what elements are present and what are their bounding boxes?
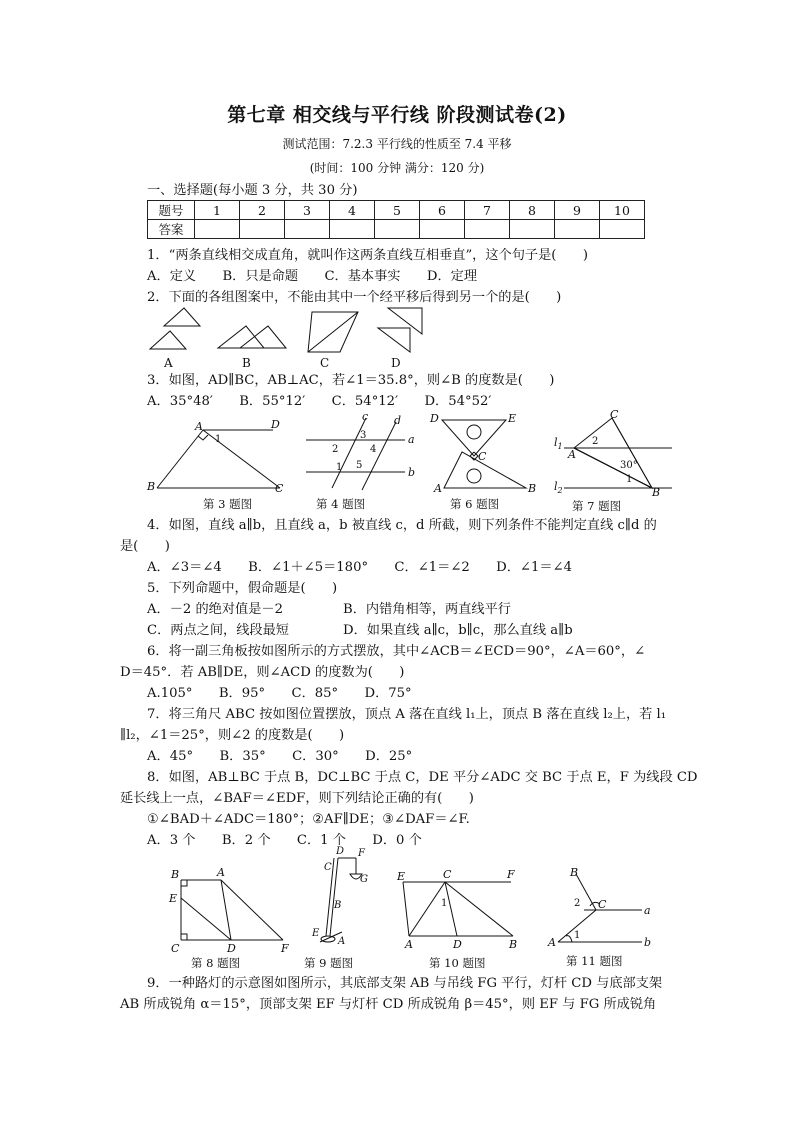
svg-text:A: A (405, 938, 413, 951)
svg-text:C: C (324, 862, 332, 873)
figure-caption: 第 11 题图 (566, 954, 623, 968)
q6-options: A.105° B．95° C．85° D．75° (147, 686, 412, 701)
answer-cell[interactable] (600, 220, 645, 239)
svg-text:30°: 30° (620, 460, 638, 471)
answer-table (147, 200, 645, 239)
q4-options: A．∠3＝∠4 B．∠1＋∠5＝180° C．∠1＝∠2 D．∠1＝∠4 (147, 560, 572, 575)
question-number: 1 (195, 201, 240, 220)
q2-stem: 2．下面的各组图案中，不能由其中一个经平移后得到另一个的是( ) (147, 290, 562, 305)
figure-8 (165, 858, 305, 970)
figure-label: B (242, 356, 251, 370)
answer-cell[interactable] (195, 220, 240, 239)
svg-text:B: B (509, 938, 518, 951)
svg-text:a: a (408, 433, 415, 446)
svg-text:F: F (358, 848, 365, 859)
svg-text:D: D (336, 846, 345, 857)
answer-cell[interactable] (375, 220, 420, 239)
svg-text:A: A (548, 936, 556, 949)
q6-stem-line1: 6．将一副三角板按如图所示的方式摆放，其中∠ACB＝∠ECD＝90°，∠A＝60°，∠ (147, 644, 646, 659)
svg-text:A: A (217, 866, 225, 879)
figure-caption: 第 10 题图 (429, 956, 486, 970)
svg-text:E: E (312, 928, 320, 939)
figure-3 (145, 418, 295, 516)
q5-option-a: A．－2 的绝对值是－2 (147, 602, 283, 617)
figure-7 (550, 408, 680, 516)
svg-text:d: d (394, 414, 402, 427)
figure-4 (300, 410, 420, 516)
svg-text:1: 1 (441, 898, 448, 909)
svg-text:F: F (281, 942, 289, 955)
q4-stem-line2: 是( ) (120, 539, 170, 554)
svg-text:A: A (195, 420, 203, 433)
svg-text:C: C (610, 408, 619, 421)
figure-11 (540, 864, 665, 970)
svg-text:C: C (443, 868, 452, 881)
figure-caption: 第 9 题图 (304, 956, 354, 970)
q5-option-d: D．如果直线 a∥c，b∥c，那么直线 a∥b (343, 623, 573, 638)
q1-options: A．定义 B．只是命题 C．基本事实 D．定理 (147, 269, 478, 284)
svg-text:4: 4 (370, 444, 377, 455)
svg-text:C: C (275, 482, 284, 495)
svg-text:l1: $l_1$ (554, 436, 563, 451)
row-label: 答案 (148, 220, 195, 239)
q4-stem-line1: 4．如图，直线 a∥b，且直线 a，b 被直线 c，d 所截，则下列条件不能判定直线 c∥d 的 (147, 518, 657, 533)
page-title: 第七章 相交线与平行线 阶段测试卷(2) (227, 104, 567, 126)
figure-10 (395, 866, 525, 970)
q2-figure (140, 304, 440, 370)
svg-text:A: A (434, 482, 442, 495)
question-number: 7 (465, 201, 510, 220)
table-row (148, 220, 645, 239)
answer-cell[interactable] (330, 220, 375, 239)
question-number: 3 (285, 201, 330, 220)
svg-text:B: B (171, 868, 180, 881)
question-number: 4 (330, 201, 375, 220)
q8-stem-line2: 延长线上一点，∠BAF＝∠EDF，则下列结论正确的有( ) (120, 791, 474, 806)
svg-text:1: 1 (215, 434, 222, 445)
triangle-shape (378, 328, 410, 352)
answer-cell[interactable] (240, 220, 285, 239)
svg-text:2: 2 (592, 436, 599, 447)
figure-caption: 第 7 题图 (572, 499, 622, 513)
triangle-shape (150, 331, 186, 349)
question-number: 10 (600, 201, 645, 220)
q9-stem-line2: AB 所成锐角 α＝15°，顶部支架 EF 与灯杆 CD 所成锐角 β＝45°，则 EF 与 FG 所成锐角 (120, 997, 657, 1012)
figure-9 (300, 846, 390, 970)
figure-caption: 第 3 题图 (203, 497, 253, 511)
q3-stem: 3．如图，AD∥BC，AB⊥AC，若∠1＝35.8°，则∠B 的度数是( ) (147, 373, 555, 388)
question-number: 5 (375, 201, 420, 220)
svg-text:G: G (360, 874, 368, 885)
q8-options: A．3 个 B．2 个 C．1 个 D．0 个 (147, 833, 422, 848)
svg-text:1: 1 (626, 474, 633, 485)
q5-option-c: C．两点之间，线段最短 (147, 623, 289, 638)
svg-text:2: 2 (574, 898, 581, 909)
svg-text:c: c (362, 410, 369, 423)
figure-label: A (164, 356, 173, 370)
q6-stem-line2: D＝45°．若 AB∥DE，则∠ACD 的度数为( ) (120, 665, 405, 680)
figure-caption: 第 8 题图 (191, 956, 241, 970)
svg-text:E: E (169, 892, 178, 905)
q7-options: A．45° B．35° C．30° D．25° (147, 749, 413, 764)
triangle-shape (240, 326, 286, 348)
q5-option-b: B．内错角相等，两直线平行 (343, 602, 511, 617)
svg-text:B: B (570, 866, 579, 879)
svg-text:a: a (644, 904, 651, 917)
svg-text:b: b (408, 466, 416, 479)
answer-cell[interactable] (465, 220, 510, 239)
figure-6 (428, 412, 538, 516)
time-score: (时间：100 分钟 满分：120 分) (309, 161, 485, 175)
svg-text:A: A (338, 936, 346, 947)
row-label: 题号 (148, 201, 195, 220)
triangle-shape (164, 308, 200, 326)
svg-text:E: E (508, 412, 517, 425)
svg-text:D: D (271, 418, 280, 431)
figure-caption: 第 4 题图 (316, 497, 366, 511)
svg-text:l2: $l_2$ (554, 480, 563, 495)
svg-text:1: 1 (336, 462, 343, 473)
question-number: 6 (420, 201, 465, 220)
answer-cell[interactable] (285, 220, 330, 239)
table-row (148, 201, 645, 220)
svg-text:D: D (227, 942, 236, 955)
q8-conclusions: ①∠BAD＋∠ADC＝180°；②AF∥DE；③∠DAF＝∠F. (147, 812, 470, 827)
svg-text:2: 2 (332, 444, 339, 455)
answer-cell[interactable] (420, 220, 465, 239)
q7-stem-line1: 7．将三角尺 ABC 按如图位置摆放，顶点 A 落在直线 l₁上，顶点 B 落在直线 l₂上，若 l₁ (147, 707, 667, 722)
svg-text:C: C (598, 898, 607, 911)
figure-caption: 第 6 题图 (450, 497, 500, 511)
q3-options: A．35°48′ B．55°12′ C．54°12′ D．54°52′ (147, 394, 492, 409)
svg-text:F: F (507, 868, 515, 881)
figure-label: D (391, 356, 401, 370)
svg-text:D: D (453, 938, 462, 951)
svg-text:3: 3 (360, 430, 367, 441)
svg-text:D: D (430, 412, 439, 425)
svg-text:A: A (568, 448, 576, 461)
q8-stem-line1: 8．如图，AB⊥BC 于点 B，DC⊥BC 于点 C，DE 平分∠ADC 交 BC 于点 E，F 为线段 CD (147, 770, 698, 785)
svg-text:B: B (147, 480, 156, 493)
q1-stem: 1．“两条直线相交成直角，就叫作这两条直线互相垂直”，这个句子是( ) (147, 248, 588, 263)
svg-text:E: E (397, 870, 406, 883)
section-heading: 一、选择题(每小题 3 分，共 30 分) (147, 183, 358, 198)
svg-text:B: B (528, 482, 537, 495)
triangle-shape (218, 326, 264, 348)
question-number: 8 (510, 201, 555, 220)
q7-stem-line2: ∥l₂，∠1＝25°，则∠2 的度数是( ) (120, 728, 345, 743)
svg-text:C: C (478, 450, 487, 463)
svg-text:B: B (334, 900, 342, 911)
test-range: 测试范围：7.2.3 平行线的性质至 7.4 平移 (282, 137, 512, 151)
q5-stem: 5．下列命题中，假命题是( ) (147, 581, 338, 596)
svg-text:1: 1 (574, 930, 581, 941)
triangle-shape (388, 308, 422, 334)
svg-text:5: 5 (356, 460, 363, 471)
question-number: 2 (240, 201, 285, 220)
svg-text:B: B (652, 486, 661, 499)
figure-label: C (320, 356, 330, 370)
svg-text:b: b (644, 936, 652, 949)
answer-cell[interactable] (555, 220, 600, 239)
question-number: 9 (555, 201, 600, 220)
svg-text:C: C (171, 942, 180, 955)
answer-cell[interactable] (510, 220, 555, 239)
q9-stem-line1: 9．一种路灯的示意图如图所示，其底部支架 AB 与吊线 FG 平行，灯杆 CD 与底部支架 (147, 976, 663, 991)
